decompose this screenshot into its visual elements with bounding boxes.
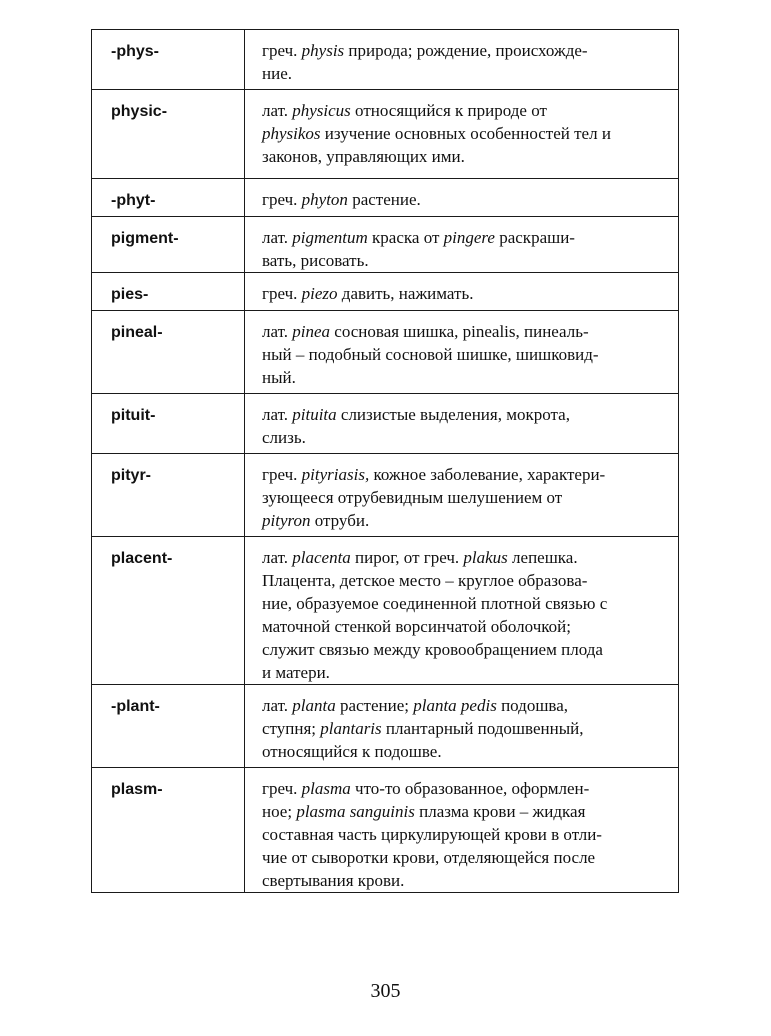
- latin-term: planta: [292, 696, 336, 715]
- latin-term: planta pedis: [413, 696, 497, 715]
- latin-term: phyton: [301, 190, 348, 209]
- glossary-row: [92, 685, 679, 768]
- definition-segment: краска от: [367, 228, 444, 247]
- definition-text: [245, 394, 678, 449]
- glossary-row: [92, 311, 679, 394]
- latin-term: physis: [301, 41, 345, 60]
- glossary-row: [92, 90, 679, 179]
- term-label: -phys-: [111, 43, 159, 60]
- term-cell: [92, 768, 245, 893]
- definition-cell: [245, 394, 679, 454]
- definition-text: [245, 537, 678, 684]
- definition-segment: лат.: [262, 228, 293, 247]
- term-cell: [92, 394, 245, 454]
- definition-cell: [245, 454, 679, 537]
- definition-segment: ный – подобный сосновой шишке, шишковид-: [262, 345, 599, 364]
- definition-text: [245, 768, 678, 892]
- definition-cell: [245, 273, 679, 311]
- definition-text: [245, 685, 678, 763]
- definition-segment: греч.: [262, 465, 302, 484]
- definition-cell: [245, 537, 679, 685]
- glossary-row: [92, 394, 679, 454]
- term-label: plasm-: [111, 781, 163, 798]
- term-cell: [92, 685, 245, 768]
- definition-segment: кожное заболевание, характери-: [369, 465, 606, 484]
- definition-segment: маточной стенкой ворсинчатой оболочкой;: [262, 617, 571, 636]
- definition-segment: сосновая шишка, pinealis, пинеаль-: [330, 322, 589, 341]
- latin-term: pituita: [292, 405, 337, 424]
- term-label: -phyt-: [111, 192, 156, 209]
- definition-segment: вать, рисовать.: [262, 251, 369, 270]
- term-cell: [92, 179, 245, 217]
- definition-segment: лат.: [262, 696, 293, 715]
- latin-term: pityriasis,: [301, 465, 370, 484]
- definition-segment: чие от сыворотки крови, отделяющейся после: [262, 848, 596, 867]
- latin-term: piezo: [301, 284, 338, 303]
- latin-term: placenta: [292, 548, 351, 567]
- term-label: pineal-: [111, 324, 163, 341]
- definition-segment: ный.: [262, 368, 296, 387]
- definition-segment: относящийся к природе от: [350, 101, 547, 120]
- definition-segment: лат.: [262, 322, 293, 341]
- definition-segment: давить, нажимать.: [337, 284, 474, 303]
- latin-term: pityron: [262, 511, 311, 530]
- definition-cell: [245, 768, 679, 893]
- definition-text: [245, 273, 678, 305]
- definition-segment: Плацента, детское место – круглое образова-: [262, 571, 588, 590]
- definition-segment: изучение основных особенностей тел и: [320, 124, 611, 143]
- definition-segment: растение.: [347, 190, 421, 209]
- definition-text: [245, 217, 678, 272]
- definition-text: [245, 311, 678, 389]
- definition-segment: подошва,: [496, 696, 569, 715]
- definition-segment: относящийся к подошве.: [262, 742, 442, 761]
- definition-segment: что-то образованное, оформлен-: [350, 779, 590, 798]
- definition-segment: лат.: [262, 101, 293, 120]
- definition-segment: природа; рождение, происхожде-: [344, 41, 588, 60]
- latin-term: pingere: [443, 228, 495, 247]
- definition-segment: слизистые выделения, мокрота,: [336, 405, 570, 424]
- term-cell: [92, 30, 245, 90]
- latin-term: physikos: [262, 124, 321, 143]
- definition-segment: ное;: [262, 802, 297, 821]
- definition-cell: [245, 90, 679, 179]
- definition-segment: греч.: [262, 779, 302, 798]
- definition-segment: пирог, от греч.: [350, 548, 464, 567]
- glossary-row: [92, 217, 679, 273]
- term-cell: [92, 311, 245, 394]
- glossary-row: [92, 454, 679, 537]
- definition-segment: греч.: [262, 190, 302, 209]
- glossary-row: [92, 179, 679, 217]
- definition-segment: лат.: [262, 405, 293, 424]
- definition-segment: составная часть циркулирующей крови в отли-: [262, 825, 602, 844]
- definition-segment: законов, управляющих ими.: [262, 147, 465, 166]
- term-label: placent-: [111, 550, 173, 567]
- definition-segment: свертывания крови.: [262, 871, 405, 890]
- latin-term: pinea: [292, 322, 331, 341]
- definition-cell: [245, 179, 679, 217]
- definition-segment: лат.: [262, 548, 293, 567]
- definition-segment: греч.: [262, 284, 302, 303]
- definition-segment: зующееся отрубевидным шелушением от: [262, 488, 563, 507]
- definition-segment: служит связью между кровообращением плода: [262, 640, 603, 659]
- page-number: 305: [370, 980, 401, 1002]
- glossary-table: [91, 29, 679, 893]
- latin-term: plantaris: [320, 719, 382, 738]
- latin-term: plakus: [463, 548, 508, 567]
- definition-segment: плантарный подошвенный,: [381, 719, 584, 738]
- term-cell: [92, 537, 245, 685]
- term-cell: [92, 454, 245, 537]
- term-label: pigment-: [111, 230, 179, 247]
- definition-text: [245, 30, 678, 85]
- glossary-row: [92, 273, 679, 311]
- latin-term: plasma sanguinis: [296, 802, 415, 821]
- definition-cell: [245, 685, 679, 768]
- definition-segment: отруби.: [310, 511, 370, 530]
- latin-term: physicus: [292, 101, 351, 120]
- definition-segment: плазма крови – жидкая: [414, 802, 586, 821]
- term-label: pies-: [111, 286, 149, 303]
- definition-text: [245, 179, 678, 211]
- definition-cell: [245, 30, 679, 90]
- term-label: -plant-: [111, 698, 160, 715]
- glossary-row: [92, 30, 679, 90]
- definition-segment: растение;: [335, 696, 414, 715]
- latin-term: plasma: [301, 779, 351, 798]
- glossary-row: [92, 537, 679, 685]
- definition-text: [245, 454, 678, 532]
- glossary-row: [92, 768, 679, 893]
- definition-segment: и матери.: [262, 663, 330, 682]
- term-cell: [92, 273, 245, 311]
- definition-cell: [245, 217, 679, 273]
- definition-segment: ступня;: [262, 719, 321, 738]
- term-label: pituit-: [111, 407, 156, 424]
- definition-segment: греч.: [262, 41, 302, 60]
- term-cell: [92, 217, 245, 273]
- term-label: pityr-: [111, 467, 151, 484]
- term-cell: [92, 90, 245, 179]
- definition-segment: лепешка.: [507, 548, 578, 567]
- latin-term: pigmentum: [292, 228, 368, 247]
- definition-segment: раскраши-: [494, 228, 575, 247]
- definition-cell: [245, 311, 679, 394]
- definition-segment: слизь.: [262, 428, 306, 447]
- definition-segment: ние.: [262, 64, 292, 83]
- definition-text: [245, 90, 678, 168]
- term-label: physic-: [111, 103, 168, 120]
- definition-segment: ние, образуемое соединенной плотной связью с: [262, 594, 608, 613]
